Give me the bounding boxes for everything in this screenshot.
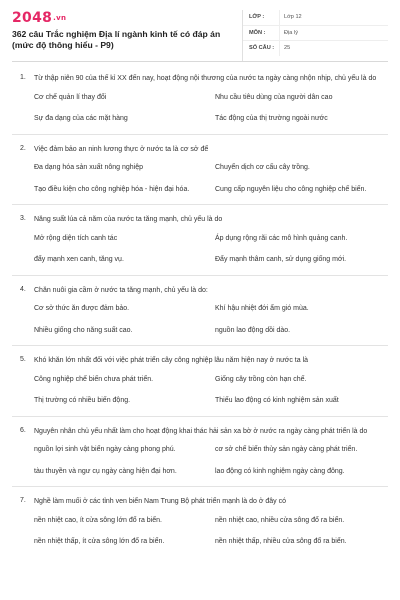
question-number: 3.: [20, 215, 26, 222]
question-text: Chăn nuôi gia cầm ở nước ta tăng mạnh, chủ yếu là do:: [34, 286, 208, 294]
question-number: 5.: [20, 356, 26, 363]
answer-option[interactable]: cơ sở chế biến thủy sản ngày càng phát triển.: [215, 446, 358, 453]
question-text: Năng suất lúa cả năm của nước ta tăng mạnh, chủ yếu là do: [34, 216, 223, 223]
question-item: [20, 497, 388, 548]
answer-option[interactable]: nền nhiệt thấp, ít cửa sông lớn đổ ra biển.: [34, 538, 165, 545]
question-number: 6.: [20, 426, 26, 434]
answer-option[interactable]: Thị trường có nhiều biến động.: [34, 397, 131, 404]
logo-suffix: .vn: [53, 14, 67, 22]
answer-option[interactable]: Tác động của thị trường ngoài nước: [215, 115, 328, 122]
meta-value: Lớp 12: [279, 10, 388, 25]
answer-option[interactable]: nguồn lao động dồi dào.: [215, 326, 291, 334]
document-title: 362 câu Trắc nghiệm Địa lí ngành kinh tế có đáp án (mức độ thông hiểu - P9): [12, 29, 221, 50]
answer-option[interactable]: Khí hậu nhiệt đới ẩm gió mùa.: [215, 305, 309, 312]
meta-value: 25: [279, 41, 388, 56]
meta-label: SỐ CÂU :: [249, 45, 275, 52]
meta-row-class: [243, 10, 388, 26]
answer-options: [34, 445, 388, 477]
answer-option[interactable]: Chuyển dịch cơ cấu cây trồng.: [215, 164, 310, 171]
question-item: [20, 286, 388, 337]
answer-option[interactable]: nền nhiệt cao, ít cửa sông lớn đổ ra biển.: [34, 516, 162, 524]
document-header: [12, 0, 388, 62]
answer-option[interactable]: nền nhiệt thấp, nhiều cửa sông đổ ra biển.: [215, 538, 347, 545]
question-text: Việc đảm bảo an ninh lương thực ở nước ta là cơ sở để: [34, 145, 209, 153]
answer-option[interactable]: Cơ sở thức ăn được đảm bảo.: [34, 305, 130, 312]
question-list: [12, 62, 388, 548]
question-divider: [12, 204, 388, 205]
question-item: [20, 356, 388, 407]
answer-option[interactable]: nền nhiệt cao, nhiều cửa sông đổ ra biển.: [215, 516, 345, 524]
answer-options: [34, 163, 388, 195]
answer-option[interactable]: tàu thuyền và ngư cụ ngày càng hiện đại hơn.: [34, 467, 177, 475]
answer-options: [34, 375, 388, 407]
answer-option[interactable]: Sự đa dạng của các mặt hàng: [34, 115, 128, 122]
question-divider: [12, 486, 388, 487]
answer-option[interactable]: Tạo điều kiện cho công nghiệp hóa - hiện đại hóa.: [34, 185, 190, 193]
meta-row-count: [243, 41, 388, 56]
answer-option[interactable]: Thiếu lao động có kinh nghiệm sản xuất: [215, 397, 339, 404]
question-divider: [12, 345, 388, 346]
answer-option[interactable]: Đa dạng hóa sản xuất nông nghiệp: [34, 164, 143, 171]
answer-option[interactable]: Cung cấp nguyên liệu cho công nghiệp chế biến.: [215, 185, 367, 193]
answer-options: [34, 93, 388, 125]
answer-option[interactable]: đẩy mạnh xen canh, tăng vụ.: [34, 256, 124, 263]
question-item: [20, 145, 388, 196]
question-number: 1.: [20, 74, 26, 81]
answer-option[interactable]: Đẩy mạnh thâm canh, sử dụng giống mới.: [215, 256, 347, 263]
question-divider: [12, 416, 388, 417]
meta-row-subject: [243, 26, 388, 42]
answer-option[interactable]: Giống cây trồng còn hạn chế.: [215, 375, 307, 383]
question-item: [20, 427, 388, 478]
question-item: [20, 74, 388, 125]
question-text: Khó khăn lớn nhất đối với việc phát triển cây công nghiệp lâu năm hiện nay ở nước ta là: [34, 357, 309, 364]
answer-options: [34, 234, 388, 266]
meta-value: Địa lý: [279, 26, 388, 41]
meta-label: MÔN :: [249, 29, 266, 36]
logo-text: 2048: [12, 10, 53, 26]
meta-table: [242, 10, 388, 61]
question-item: [20, 215, 388, 266]
answer-option[interactable]: Cơ chế quản lí thay đổi: [34, 93, 107, 101]
meta-label: LỚP :: [249, 14, 265, 21]
answer-option[interactable]: Nhiều giống cho năng suất cao.: [34, 326, 133, 334]
question-number: 4.: [20, 285, 26, 293]
answer-option[interactable]: lao động có kinh nghiệm ngày càng đông.: [215, 467, 345, 475]
answer-option[interactable]: Áp dụng rộng rãi các mô hình quảng canh.: [215, 234, 348, 242]
question-text: Nguyên nhân chủ yếu nhất làm cho hoạt động khai thác hải sản xa bờ ở nước ra ngày càng phát triển là do: [34, 427, 368, 435]
question-divider: [12, 275, 388, 276]
answer-options: [34, 304, 388, 336]
question-text: Nghề làm muối ở các tỉnh ven biển Nam Trung Bộ phát triển mạnh là do ở đây có: [34, 498, 286, 505]
answer-options: [34, 516, 388, 548]
question-number: 2.: [20, 144, 26, 152]
answer-option[interactable]: Công nghiệp chế biến chưa phát triển.: [34, 375, 154, 383]
site-logo[interactable]: [12, 10, 227, 26]
answer-option[interactable]: Mở rộng diện tích canh tác: [34, 234, 118, 242]
question-divider: [12, 134, 388, 135]
brand-block: [12, 10, 227, 61]
question-number: 7.: [20, 497, 26, 504]
answer-option[interactable]: nguồn lợi sinh vật biển ngày càng phong phú.: [34, 446, 176, 453]
question-text: Từ thập niên 90 của thế kỉ XX đến nay, hoạt động nội thương của nước ta ngày càng nhộn nhịp, chủ yếu là do: [34, 75, 377, 82]
answer-option[interactable]: Nhu cầu tiêu dùng của người dân cao: [215, 93, 333, 101]
